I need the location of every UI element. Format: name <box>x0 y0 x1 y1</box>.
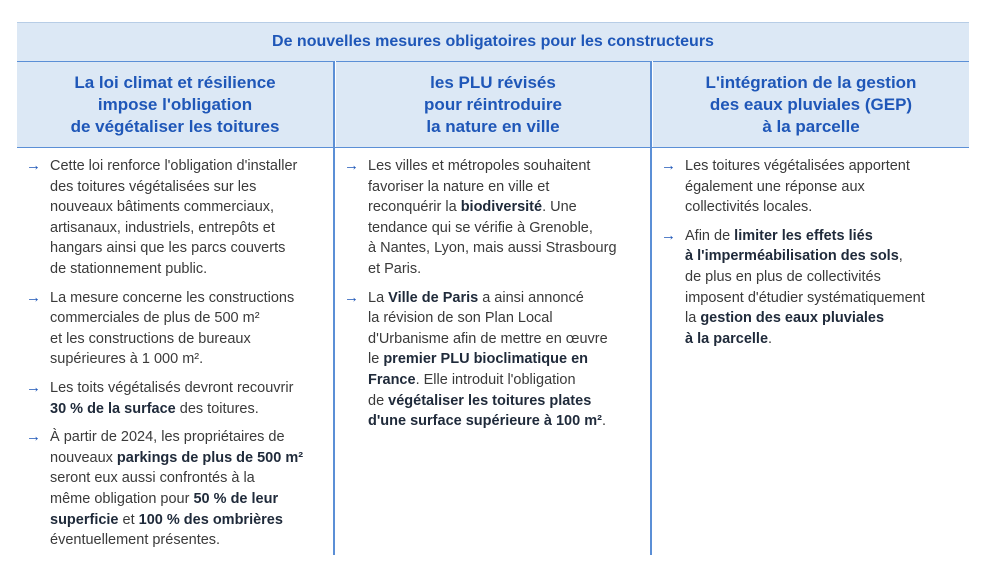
table-title <box>17 22 969 61</box>
bullet-text <box>50 378 328 419</box>
column-header-2 <box>336 61 650 148</box>
bullet-text <box>685 226 966 350</box>
bold-text: gestion des eaux pluviales à la parcelle <box>685 310 885 347</box>
table-title-text: De nouvelles mesures obligatoires pour les constructeurs <box>272 33 714 50</box>
bold-text: Ville de Paris <box>388 289 479 306</box>
column-header-3-text: L'intégration de la gestion des eaux pluviales (GEP) à la parcelle <box>705 73 917 136</box>
text-segment: Cette loi renforce l'obligation d'installer des toitures végétalisées sur les nouveaux bâtiments commerciaux, artisanaux, industriels, entrepôts et hangars ainsi que les parcs couverts de stationnement public. <box>50 158 298 277</box>
bullet-item <box>661 226 966 350</box>
bullet-text <box>50 288 328 370</box>
header-divider <box>17 147 969 148</box>
bullet-text <box>50 156 328 280</box>
text-segment: À partir de 2024, les propriétaires de nouveaux <box>50 429 285 466</box>
text-segment: La <box>368 289 389 306</box>
bullet-item <box>344 288 644 432</box>
bullet-text <box>685 156 966 218</box>
text-segment: et <box>118 511 139 528</box>
arrow-right-icon: → <box>344 157 359 174</box>
text-segment: . <box>768 330 773 347</box>
column-body-3 <box>661 156 966 357</box>
text-segment: Les villes et métropoles souhaitent favoriser la nature en ville et reconquérir la <box>368 158 591 216</box>
bullet-item <box>661 156 966 218</box>
column-header-1-text: La loi climat et résilience impose l'obligation de végétaliser les toitures <box>70 73 280 136</box>
text-segment: des toitures. <box>175 400 259 417</box>
bold-text: 100 % des ombrières <box>138 511 283 528</box>
arrow-right-icon: → <box>26 378 41 396</box>
text-segment: seront eux aussi confrontés à la même obligation pour <box>50 470 255 507</box>
text-segment: Les toitures végétalisées apportent également une réponse aux collectivités locales. <box>685 158 910 216</box>
bullet-text <box>50 427 328 551</box>
column-divider <box>333 61 335 555</box>
column-divider <box>650 61 652 555</box>
arrow-right-icon: → <box>26 157 41 174</box>
bullet-item <box>26 156 328 280</box>
bold-text: limiter les effets liés à l'imperméabilisation des sols <box>685 227 899 265</box>
text-segment: . <box>601 413 606 430</box>
bold-text: premier PLU bioclimatique en France <box>368 351 588 388</box>
column-body-1 <box>26 156 328 559</box>
text-segment: La mesure concerne les constructions commerciales de plus de 500 m² et les constructions de bureaux supérieures à 1 000 m². <box>50 289 295 368</box>
text-segment: éventuellement présentes. <box>50 532 221 549</box>
text-segment: Les toits végétalisés devront recouvrir <box>50 379 294 396</box>
text-segment: . Elle introduit l'obligation de <box>368 371 576 409</box>
arrow-right-icon: → <box>26 428 41 446</box>
bold-text: parkings de plus de 500 m² <box>116 449 304 466</box>
text-segment: Afin de <box>685 227 735 244</box>
bullet-item <box>344 156 644 280</box>
bold-text: biodiversité <box>460 199 543 216</box>
arrow-right-icon: → <box>661 226 676 244</box>
arrow-right-icon: → <box>26 288 41 306</box>
bullet-item <box>26 288 328 370</box>
bold-text: 30 % de la surface <box>50 400 176 417</box>
arrow-right-icon: → <box>344 288 359 306</box>
arrow-right-icon: → <box>661 157 676 174</box>
column-header-2-text: les PLU révisés pour réintroduire la nature en ville <box>424 73 562 136</box>
bullet-item <box>26 378 328 419</box>
bullet-item <box>26 427 328 551</box>
bullet-text <box>368 288 644 432</box>
bold-text: végétaliser les toitures plates d'une surface supérieure à 100 m² <box>368 392 602 430</box>
text-segment: , de plus en plus de collectivités imposent d'étudier systématiquement la <box>685 248 925 327</box>
bullet-text <box>368 156 644 280</box>
text-segment: . Une tendance qui se vérifie à Grenoble, à Nantes, Lyon, mais aussi Strasbourg et Paris. <box>368 199 617 277</box>
column-body-2 <box>344 156 644 440</box>
bold-text: 50 % de leur superficie <box>50 490 279 528</box>
column-header-1 <box>17 61 333 148</box>
text-segment: a ainsi annoncé la révision de son Plan Local d'Urbanisme afin de mettre en œuvre le <box>368 289 608 368</box>
column-header-3 <box>653 61 969 148</box>
